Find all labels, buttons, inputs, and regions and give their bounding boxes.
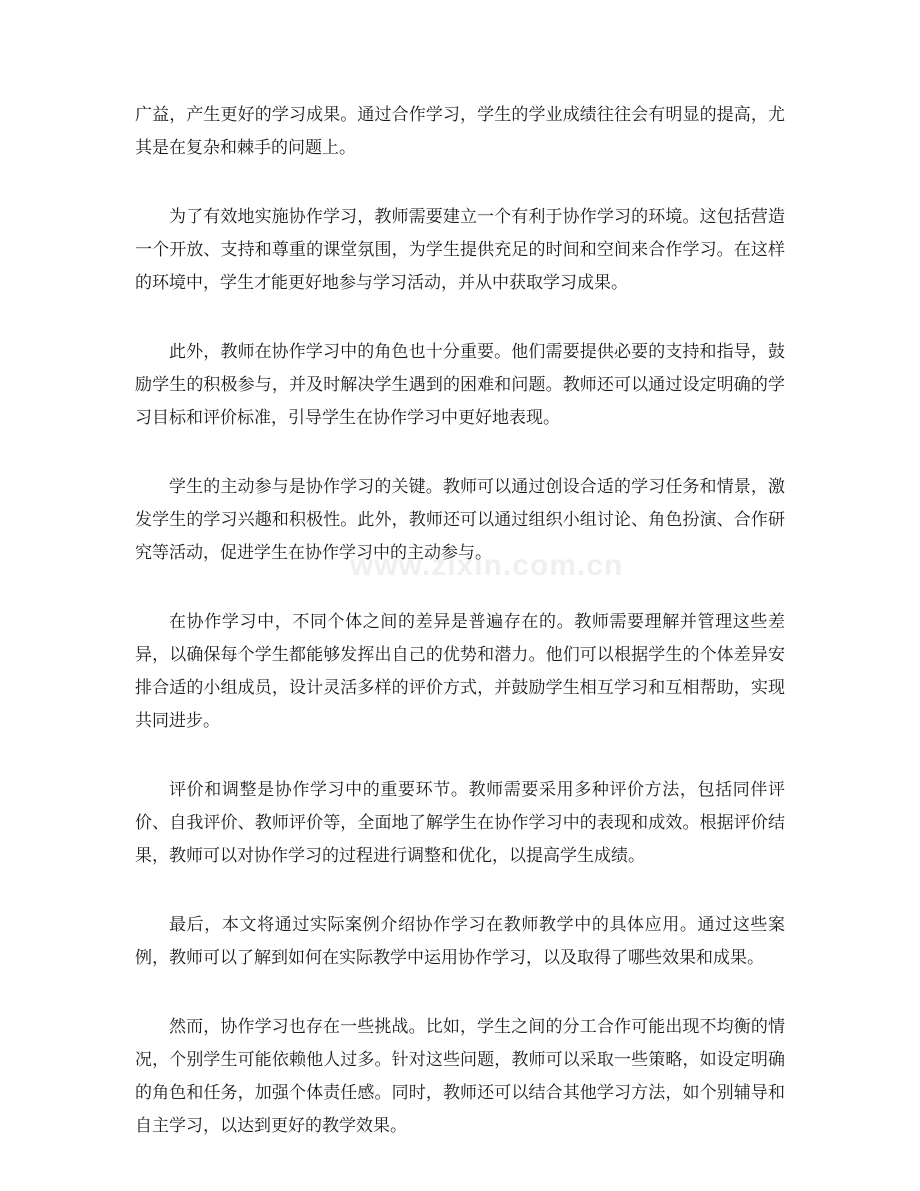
paragraph-individual-differences: 在协作学习中，不同个体之间的差异是普遍存在的。教师需要理解并管理这些差异，以确保每个学生都能够发挥出自己的优势和潜力。他们可以根据学生的个体差异安排合适的小组成员，设计灵活多样的评价方式，并鼓励学生相互学习和互相帮助，实现共同进步。 — [135, 612, 785, 731]
paragraph-active-participation: 学生的主动参与是协作学习的关键。教师可以通过创设合适的学习任务和情景，激发学生的学习兴趣和积极性。此外，教师还可以通过组织小组讨论、角色扮演、合作研究等活动，促进学生在协作学习中的主动参与。 — [135, 477, 785, 563]
paragraph-evaluation: 评价和调整是协作学习中的重要环节。教师需要采用多种评价方法，包括同伴评价、自我评价、教师评价等，全面地了解学生在协作学习中的表现和成效。根据评价结果，教师可以对协作学习的过程进行调整和优化，以提高学生成绩。 — [135, 780, 785, 866]
paragraph-teacher-role: 此外，教师在协作学习中的角色也十分重要。他们需要提供必要的支持和指导，鼓励学生的积极参与，并及时解决学生遇到的困难和问题。教师还可以通过设定明确的学习目标和评价标准，引导学生在协作学习中更好地表现。 — [135, 342, 785, 428]
paragraph-challenges: 然而，协作学习也存在一些挑战。比如，学生之间的分工合作可能出现不均衡的情况，个别学生可能依赖他人过多。针对这些问题，教师可以采取一些策略，如设定明确的角色和任务，加强个体责任感。同时，教师还可以结合其他学习方法，如个别辅导和自主学习，以达到更好的教学效果。 — [135, 1017, 785, 1136]
paragraph-case-studies: 最后，本文将通过实际案例介绍协作学习在教师教学中的具体应用。通过这些案例，教师可以了解到如何在实际教学中运用协作学习，以及取得了哪些效果和成果。 — [135, 915, 785, 968]
document-body — [135, 99, 785, 1179]
paragraph-environment: 为了有效地实施协作学习，教师需要建立一个有利于协作学习的环境。这包括营造一个开放、支持和尊重的课堂氛围，为学生提供充足的时间和空间来合作学习。在这样的环境中，学生才能更好地参与学习活动，并从中获取学习成果。 — [135, 207, 785, 293]
paragraph-continuation: 广益，产生更好的学习成果。通过合作学习，学生的学业成绩往往会有明显的提高，尤其是在复杂和棘手的问题上。 — [135, 105, 785, 158]
watermark-text: www.zixin.com.cn — [350, 549, 624, 582]
